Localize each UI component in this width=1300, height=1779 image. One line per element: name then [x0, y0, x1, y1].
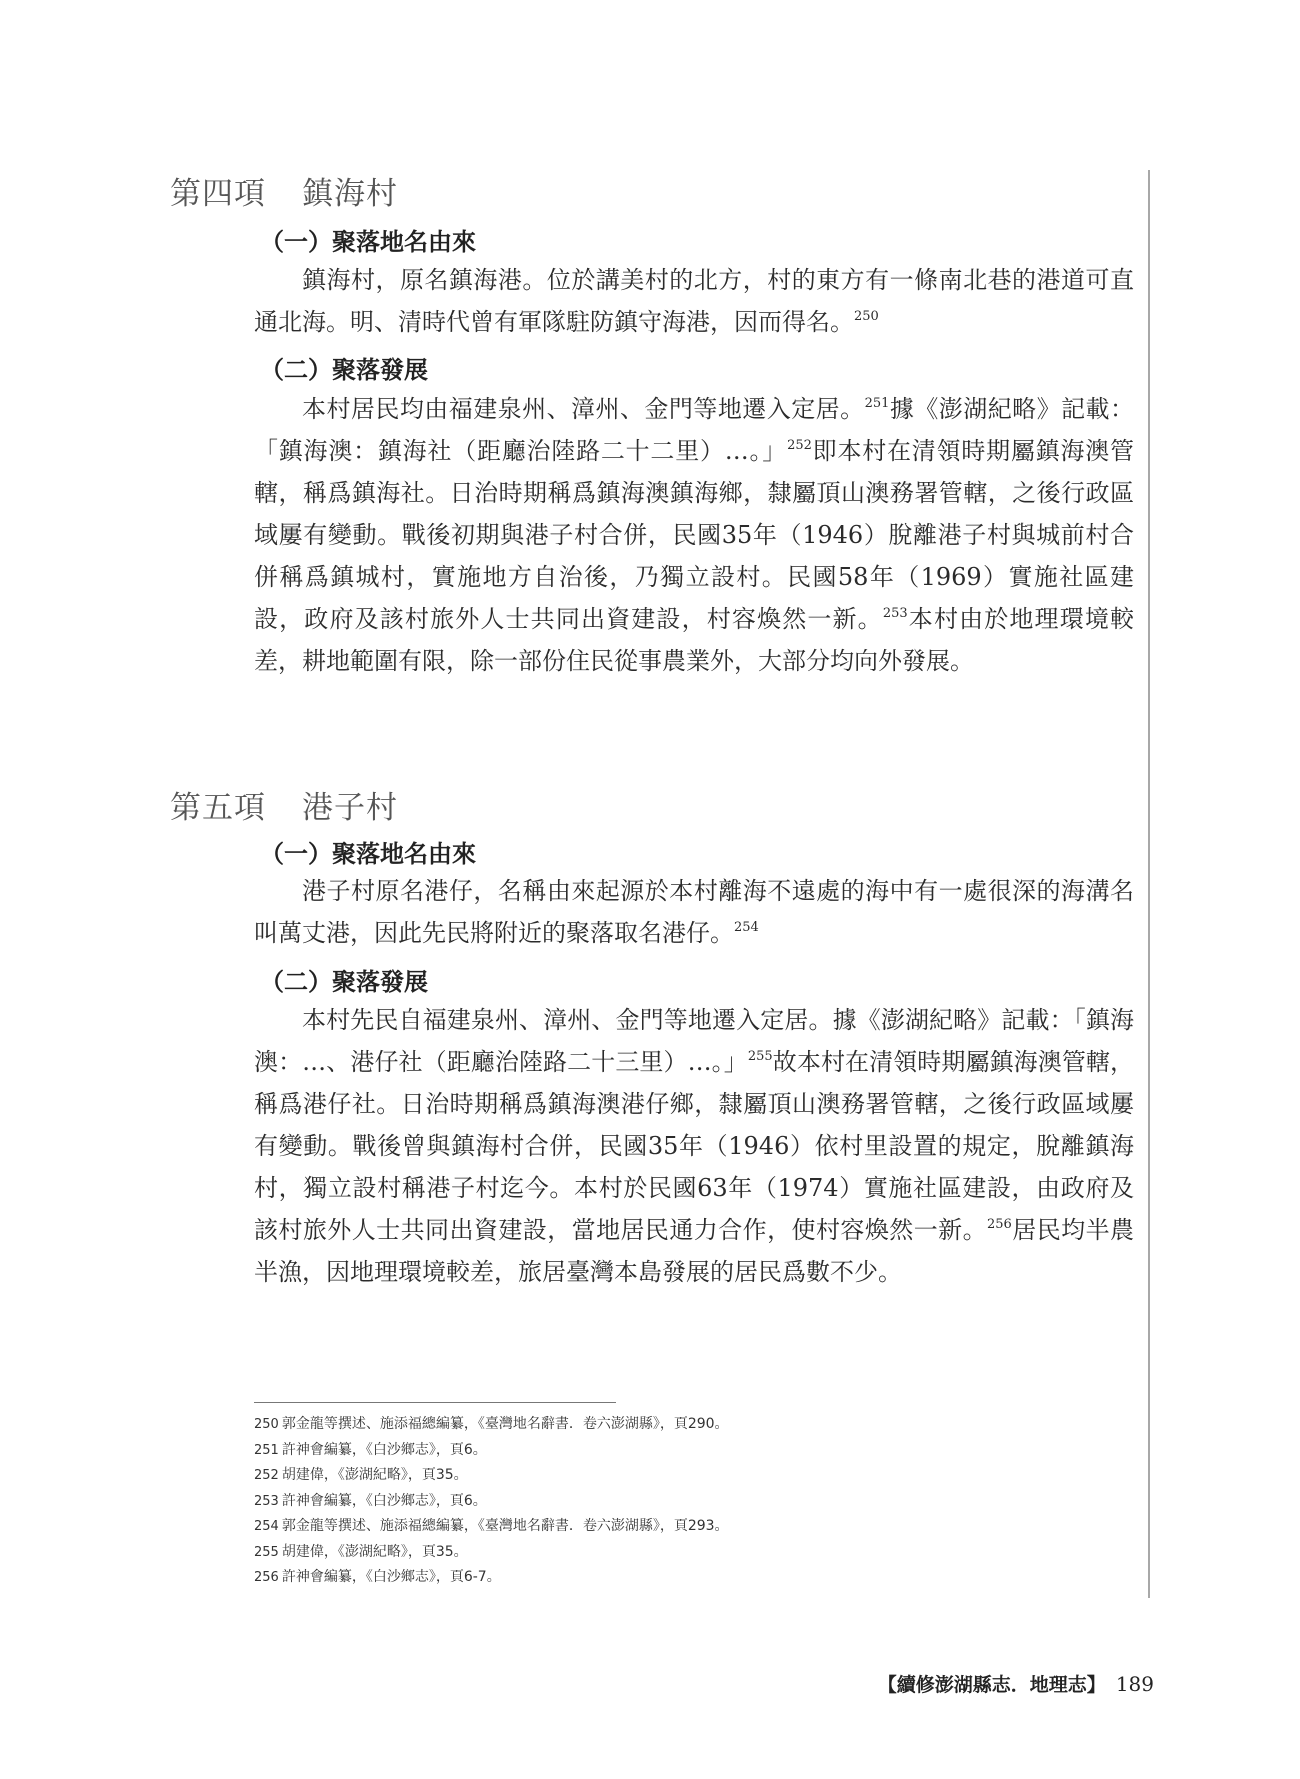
body-text: 故本村在清領時期屬鎮海澳管轄，稱爲港仔社。日治時期稱爲鎮海澳港仔鄉，隸屬頂山澳務署管轄，之後行政區域屢有變動。戰後曾與鎮海村合併，民國35年（1946）依村里設置的規定，脫離鎮海村，獨立設村稱港子村迄今。本村於民國63年（1974）實施社區建設，由政府及該村旅外人士共同出資建設，當地居民通力合作，使村容煥然一新。 [254, 1048, 1135, 1244]
section-number: 第五項 [170, 790, 266, 826]
footnote-ref[interactable]: 252 [787, 438, 812, 453]
body-text: 居民均半農半漁，因地理環境較差，旅居臺灣本島發展的居民爲數不少。 [254, 1216, 1135, 1286]
footnote-number: 256 [254, 1570, 279, 1585]
body-text: 港子村原名港仔，名稱由來起源於本村離海不遠處的海中有一處很深的海溝名叫萬丈港，因此先民將附近的聚落取名港仔。 [254, 877, 1134, 947]
book-title: 【續修澎湖縣志．地理志】 [877, 1674, 1106, 1696]
section-title-zhenhai [170, 168, 398, 213]
page-number: 189 [1115, 1672, 1154, 1696]
footnote-item [254, 1463, 1134, 1489]
page-footer [878, 1670, 1154, 1697]
footnote-ref[interactable]: 254 [734, 920, 759, 935]
subheading-name-origin: （一）聚落地名由來 [260, 839, 476, 868]
footnote-number: 254 [254, 1519, 279, 1534]
footnote-separator [254, 1402, 616, 1403]
paragraph-name-origin [254, 870, 1134, 954]
footnote-ref[interactable]: 250 [854, 309, 879, 324]
footnote-number: 255 [254, 1544, 279, 1560]
footnote-text: 許神會編纂，《白沙鄉志》，頁6。 [281, 1441, 487, 1458]
footnote-text: 郭金龍等撰述、施添福總編纂，《臺灣地名辭書．卷六澎湖縣》，頁293。 [281, 1518, 729, 1534]
footnote-text: 胡建偉，《澎湖紀略》，頁35。 [281, 1467, 468, 1483]
footnote-item [254, 1565, 1134, 1591]
footnote-text: 許神會編纂，《白沙鄉志》，頁6。 [281, 1492, 487, 1509]
footnote-number: 250 [254, 1417, 279, 1432]
footnote-item [254, 1412, 1134, 1438]
paragraph-development [254, 999, 1134, 1293]
body-text: 據《澎湖紀略》記載：「鎮海澳：鎮海社（距廳治陸路二十二里）…。」 [254, 395, 1135, 465]
footnote-ref[interactable]: 255 [747, 1049, 773, 1064]
subheading-development: （二）聚落發展 [260, 967, 428, 996]
footnote-number: 252 [254, 1468, 279, 1483]
body-text: 本村由於地理環境較差，耕地範圍有限，除一部份住民從事農業外，大部分均向外發展。 [254, 605, 1135, 675]
footnote-number: 253 [254, 1493, 279, 1509]
footnote-item [254, 1514, 1134, 1540]
section-name: 港子村 [302, 790, 398, 826]
body-text: 鎮海村，原名鎮海港。位於講美村的北方，村的東方有一條南北巷的港道可直通北海。明、清時代曾有軍隊駐防鎮守海港，因而得名。 [254, 266, 1134, 336]
subheading-development: （二）聚落發展 [260, 355, 428, 384]
body-text: 本村先民自福建泉州、漳州、金門等地遷入定居。據《澎湖紀略》記載：「鎮海澳：…、港仔社（距廳治陸路二十三里）…。」 [254, 1006, 1134, 1076]
section-number: 第四項 [170, 176, 266, 212]
footnotes [254, 1412, 1134, 1591]
footnote-item [254, 1540, 1134, 1566]
paragraph-name-origin [254, 259, 1134, 343]
footnote-ref[interactable]: 253 [882, 606, 908, 621]
paragraph-development [254, 388, 1134, 682]
footnote-ref[interactable]: 251 [864, 396, 890, 411]
body-text: 本村居民均由福建泉州、漳州、金門等地遷入定居。 [302, 395, 865, 423]
footnote-number: 251 [254, 1442, 279, 1458]
footnote-ref[interactable]: 256 [987, 1217, 1012, 1232]
footnote-item [254, 1489, 1134, 1515]
subheading-name-origin: （一）聚落地名由來 [260, 227, 476, 256]
footnote-text: 胡建偉，《澎湖紀略》，頁35。 [281, 1543, 468, 1560]
footnote-text: 郭金龍等撰述、施添福總編纂，《臺灣地名辭書．卷六澎湖縣》，頁290。 [281, 1416, 729, 1432]
footnote-item [254, 1438, 1134, 1464]
body-text: 即本村在清領時期屬鎮海澳管轄，稱爲鎮海社。日治時期稱爲鎮海澳鎮海鄉，隸屬頂山澳務署管轄，之後行政區域屢有變動。戰後初期與港子村合併，民國35年（1946）脫離港子村與城前村合併稱爲鎮城村，實施地方自治後，乃獨立設村。民國58年（1969）實施社區建設，政府及該村旅外人士共同出資建設，村容煥然一新。 [254, 437, 1134, 633]
section-name: 鎮海村 [302, 176, 398, 212]
section-title-gangzi [170, 782, 398, 827]
margin-rule [1148, 170, 1150, 1598]
footnote-text: 許神會編纂，《白沙鄉志》，頁6-7。 [281, 1569, 501, 1585]
